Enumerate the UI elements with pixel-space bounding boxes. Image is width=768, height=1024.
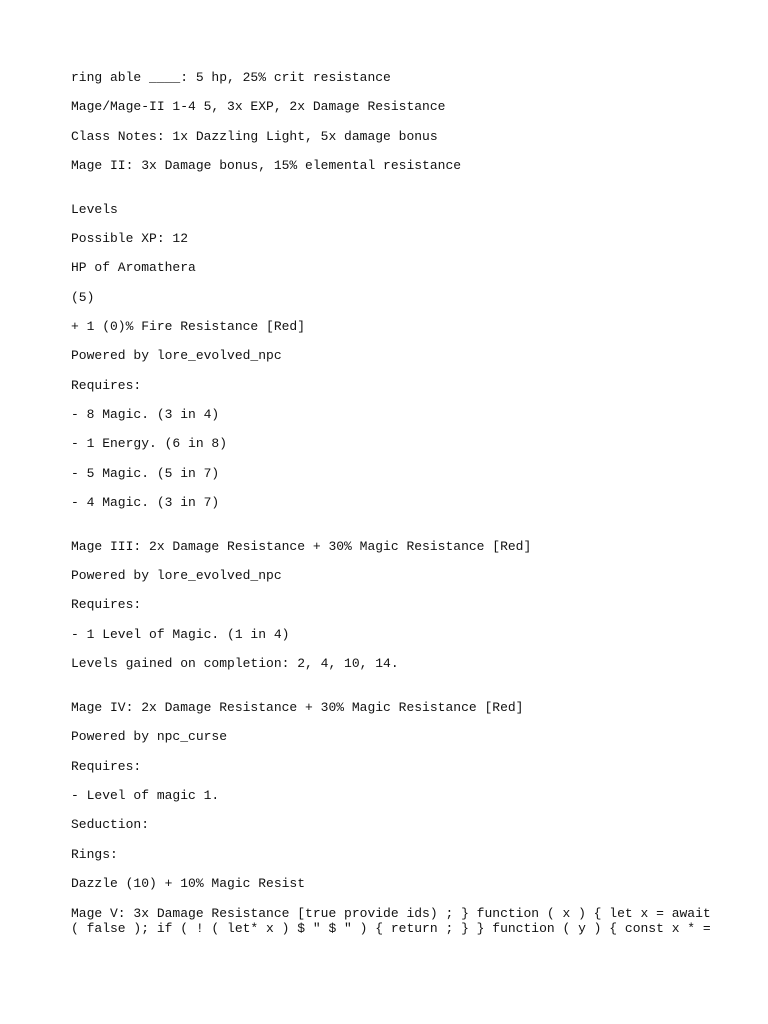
text-line: Requires:: [71, 758, 142, 774]
requirement-item: - 1 Energy. (6 in 8): [71, 436, 228, 452]
text-line: Powered by npc_curse: [71, 729, 228, 745]
text-line: Class Notes: 1x Dazzling Light, 5x damage bonus: [71, 128, 438, 144]
text-line: (5): [71, 289, 95, 305]
text-line: Levels gained on completion: 2, 4, 10, 14.: [71, 656, 399, 672]
requirement-item: - 1 Level of Magic. (1 in 4): [71, 626, 290, 642]
requirement-item: - 8 Magic. (3 in 4): [71, 406, 220, 422]
document-body: [71, 71, 711, 935]
text-line: Powered by lore_evolved_npc: [71, 348, 282, 364]
requirement-item: - Level of magic 1.: [71, 787, 220, 803]
section-heading-mage-iii: Mage III: 2x Damage Resistance + 30% Magic Resistance [Red]: [71, 538, 532, 554]
text-line: Requires:: [71, 597, 142, 613]
text-line: Mage II: 3x Damage bonus, 15% elemental resistance: [71, 157, 462, 173]
text-line: ring able ____: 5 hp, 25% crit resistance: [71, 70, 391, 85]
requirement-item: - 5 Magic. (5 in 7): [71, 465, 220, 481]
text-line: Powered by lore_evolved_npc: [71, 568, 282, 584]
requirement-item: - 4 Magic. (3 in 7): [71, 494, 220, 510]
text-line: + 1 (0)% Fire Resistance [Red]: [71, 319, 306, 335]
text-line: Requires:: [71, 377, 142, 393]
section-heading-mage-iv: Mage IV: 2x Damage Resistance + 30% Magic Resistance [Red]: [71, 700, 524, 716]
text-line: Rings:: [71, 846, 118, 862]
section-heading-mage-v: Mage V: 3x Damage Resistance [true provide ids) ; } function ( x ) { let x = await ( false ); if ( ! ( let* x ) $ " $ " ) { return ; } } function ( y ) { const x * =: [71, 906, 711, 937]
section-heading-levels: Levels: [71, 201, 118, 217]
text-line: Possible XP: 12: [71, 231, 189, 247]
text-line: Seduction:: [71, 817, 150, 833]
text-line: Dazzle (10) + 10% Magic Resist: [71, 875, 306, 891]
text-line: HP of Aromathera: [71, 260, 196, 276]
text-line: Mage/Mage-II 1-4 5, 3x EXP, 2x Damage Resistance: [71, 99, 446, 115]
